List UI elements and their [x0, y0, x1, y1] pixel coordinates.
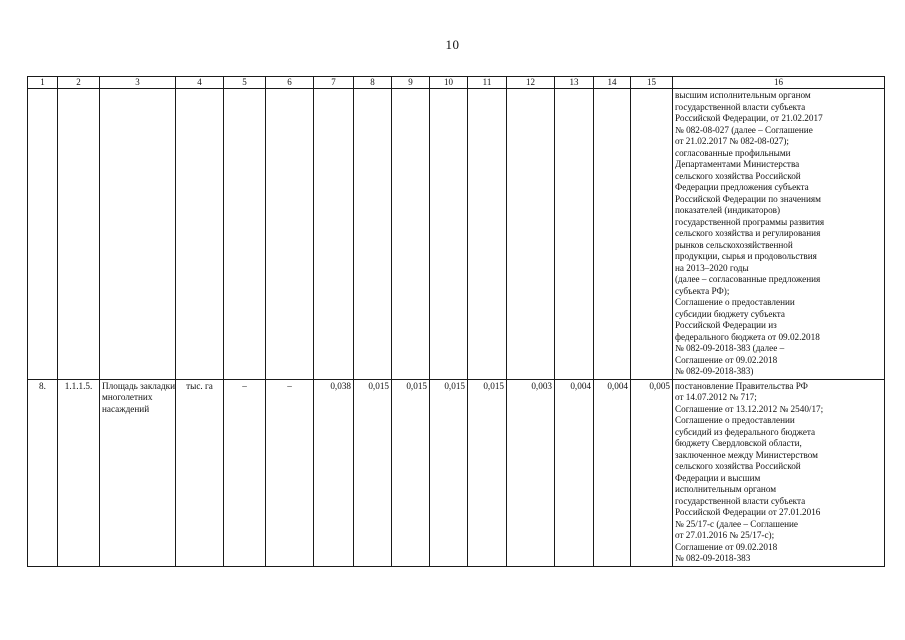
page-number: 10 [445, 37, 460, 52]
header-cell: 1 [28, 77, 58, 89]
text-line: государственной власти субъекта [675, 101, 806, 112]
text-line: № 082-09-2018-383 (далее – [675, 343, 785, 353]
text-line: № 25/17-с (далее – Соглашение [675, 518, 798, 529]
text-line: Российской Федерации от 27.01.2016 [675, 507, 821, 517]
text-line: № 082-09-2018-383 [675, 553, 751, 563]
header-cell: 8 [354, 77, 392, 89]
value-cell: 0,015 [392, 379, 430, 566]
text-line: Российской Федерации по значениям [675, 193, 821, 204]
indicator-code: 1.1.1.5. [58, 379, 100, 566]
header-row [28, 77, 885, 89]
value-cell: – [224, 379, 266, 566]
text-line: от 14.07.2012 № 717; [675, 392, 757, 402]
text-line: субсидии бюджету субъекта [675, 308, 785, 319]
value-cell: 0,015 [430, 379, 468, 566]
text-line: Департаментами Министерства [675, 159, 800, 169]
text-line: № 082-09-2018-383) [675, 366, 754, 376]
text-line: Соглашение о предоставлении [675, 297, 795, 307]
text-line: исполнительным органом [675, 484, 777, 494]
header-cell: 3 [100, 77, 176, 89]
header-cell: 2 [58, 77, 100, 89]
text-line: Соглашение от 09.02.2018 [675, 541, 778, 552]
text-line: федерального бюджета от 09.02.2018 [675, 331, 820, 342]
header-cell: 14 [594, 77, 631, 89]
unit-cell: тыс. га [176, 379, 224, 566]
value-cell: 0,004 [555, 379, 594, 566]
text-line: бюджету Свердловской области, [675, 438, 802, 448]
row-number: 8. [28, 379, 58, 566]
text-line: рынков сельскохозяйственной [675, 239, 793, 250]
text-line: на 2013–2020 годы [675, 262, 749, 273]
table-row [28, 379, 885, 566]
text-line: насаждений [102, 403, 150, 414]
value-cell: 0,038 [314, 379, 354, 566]
text-line: продукции, сырья и продовольствия [675, 251, 817, 261]
text-line: согласованные профильными [675, 147, 791, 158]
header-cell: 13 [555, 77, 594, 89]
text-line: сельского хозяйства Российской [675, 461, 801, 471]
text-line: сельского хозяйства и регулирования [675, 228, 821, 238]
value-cell: – [266, 379, 314, 566]
value-cell: 0,015 [354, 379, 392, 566]
header-cell: 7 [314, 77, 354, 89]
text-line: показателей (индикаторов) [675, 205, 781, 215]
header-cell: 5 [224, 77, 266, 89]
text-line: от 27.01.2016 № 25/17-с); [675, 530, 775, 540]
value-cell: 0,015 [468, 379, 507, 566]
text-line: заключенное между Министерством [675, 449, 818, 460]
text-line: от 21.02.2017 № 082-08-027); [675, 136, 789, 146]
text-line: государственной программы развития [675, 216, 825, 227]
value-cell: 0,004 [594, 379, 631, 566]
text-line: Федерации предложения субъекта [675, 182, 809, 192]
text-line: Соглашение о предоставлении [675, 415, 795, 425]
indicator-name [100, 379, 176, 566]
text-line: Соглашение от 09.02.2018 [675, 354, 778, 365]
value-cell: 0,003 [507, 379, 555, 566]
text-line: Соглашение от 13.12.2012 № 2540/17; [675, 403, 824, 414]
text-line: высшим исполнительным органом [675, 90, 811, 100]
text-line: государственной власти субъекта [675, 495, 806, 506]
text-line: (далее – согласованные предложения [675, 274, 821, 284]
header-cell: 4 [176, 77, 224, 89]
legal-basis-cell [673, 89, 885, 380]
header-cell: 6 [266, 77, 314, 89]
text-line: № 082-08-027 (далее – Соглашение [675, 124, 813, 135]
table-row [28, 89, 885, 380]
header-cell: 15 [631, 77, 673, 89]
value-cell: 0,005 [631, 379, 673, 566]
header-cell: 16 [673, 77, 885, 89]
header-cell: 11 [468, 77, 507, 89]
legal-basis-cell [673, 379, 885, 566]
text-line: субъекта РФ); [675, 285, 730, 296]
text-line: Площадь закладки [102, 380, 176, 391]
indicator-table [27, 76, 885, 567]
text-line: Российской Федерации, от 21.02.2017 [675, 113, 823, 123]
text-line: Федерации и высшим [675, 472, 761, 483]
text-line: сельского хозяйства Российской [675, 170, 801, 181]
header-cell: 9 [392, 77, 430, 89]
header-cell: 12 [507, 77, 555, 89]
text-line: субсидий из федерального бюджета [675, 426, 816, 437]
header-cell: 10 [430, 77, 468, 89]
text-line: Российской Федерации из [675, 320, 777, 330]
text-line: многолетних [102, 392, 153, 402]
text-line: постановление Правительства РФ [675, 380, 808, 391]
